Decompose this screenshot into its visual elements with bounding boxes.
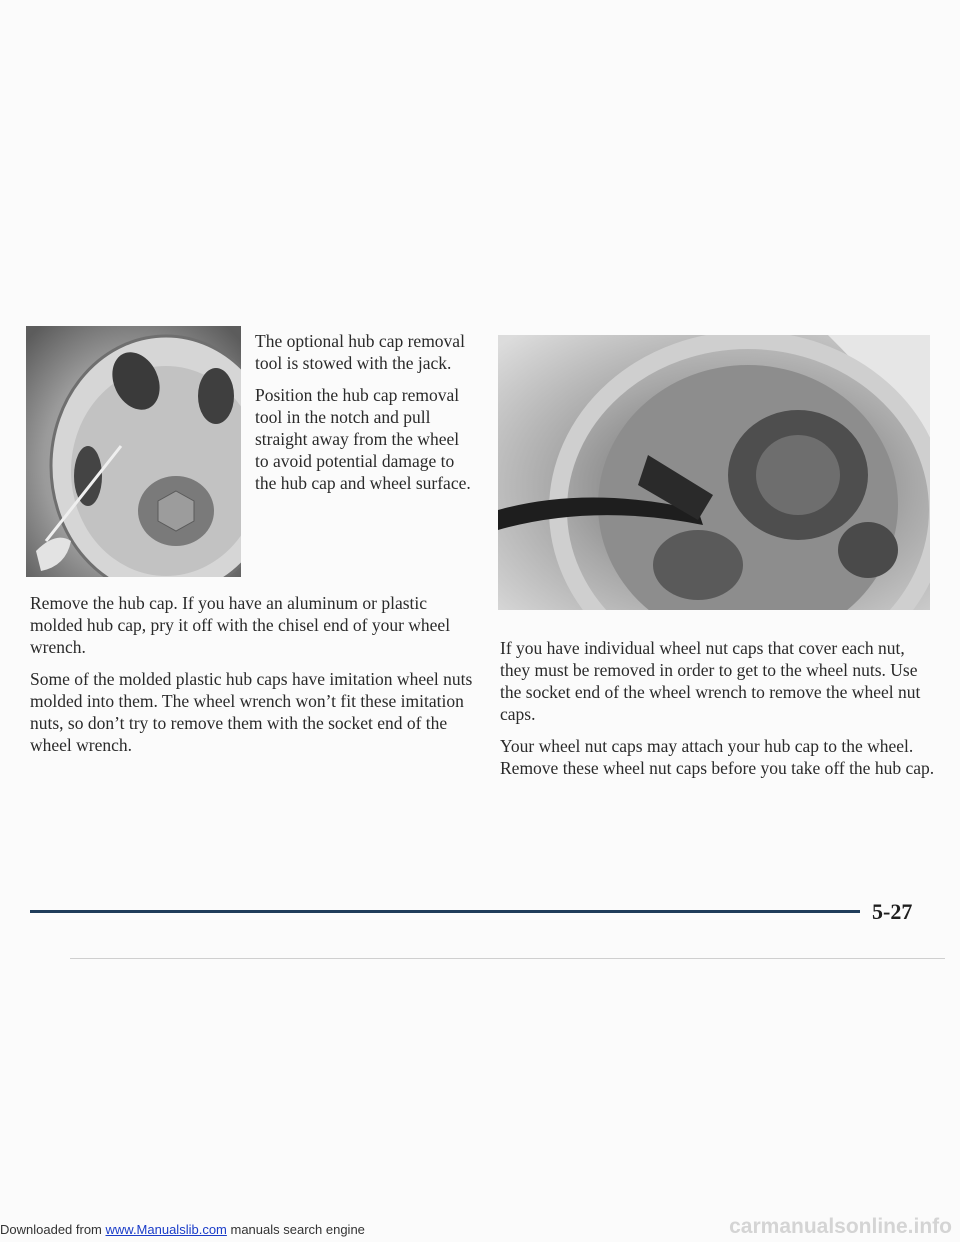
wheel-nut-cap-instructions bbox=[500, 637, 935, 789]
hub-cap-removal-photo bbox=[26, 326, 241, 577]
download-footer bbox=[0, 1222, 365, 1237]
hub-cap-tool-instructions bbox=[255, 330, 475, 504]
scan-hairline bbox=[70, 958, 945, 959]
footer-prefix: Downloaded from bbox=[0, 1222, 106, 1237]
manualslib-link[interactable]: www.Manualslib.com bbox=[105, 1222, 227, 1237]
paragraph: Position the hub cap removal tool in the notch and pull straight away from the wheel to avoid potential damage to the hub cap and wheel surface. bbox=[255, 385, 471, 493]
page-rule bbox=[30, 910, 860, 913]
paragraph: Your wheel nut caps may attach your hub cap to the wheel. Remove these wheel nut caps before you take off the hub cap. bbox=[500, 736, 935, 778]
paragraph: The optional hub cap removal tool is stowed with the jack. bbox=[255, 331, 465, 373]
remove-hub-cap-instructions bbox=[30, 592, 475, 766]
paragraph: If you have individual wheel nut caps that cover each nut, they must be removed in order to get to the wheel nuts. Use the socket end of the wheel wrench to remove the wheel nut caps. bbox=[500, 638, 921, 724]
paragraph: Remove the hub cap. If you have an aluminum or plastic molded hub cap, pry it off with the chisel end of your wheel wrench. bbox=[30, 593, 451, 657]
watermark-text: carmanualsonline.info bbox=[729, 1215, 952, 1238]
paragraph: Some of the molded plastic hub caps have imitation wheel nuts molded into them. The wheel wrench won’t fit these imitation nuts, so don’t try to remove them with the socket end of the wheel wrench. bbox=[30, 669, 473, 755]
wheel-nut-cap-photo bbox=[498, 335, 930, 610]
footer-suffix: manuals search engine bbox=[226, 1222, 365, 1237]
page-number: 5-27 bbox=[872, 899, 913, 924]
